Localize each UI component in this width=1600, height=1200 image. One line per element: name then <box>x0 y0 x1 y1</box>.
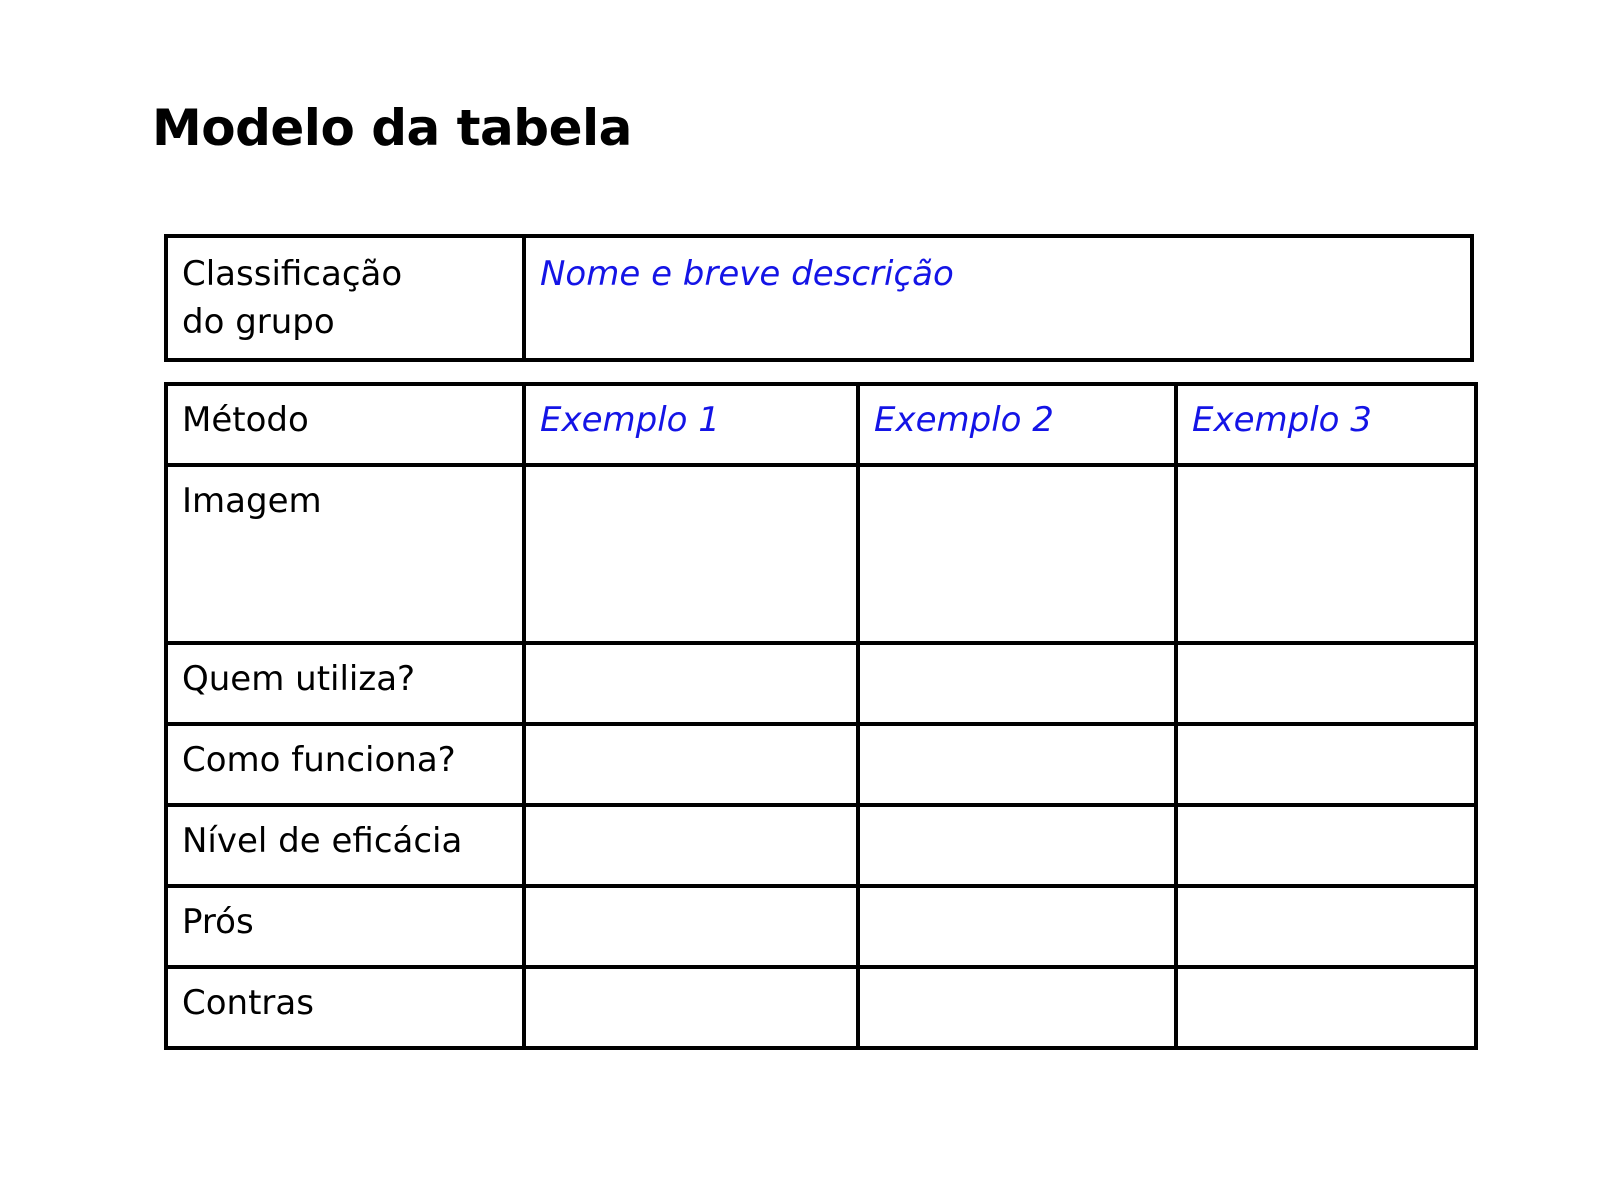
cell-pros-example-3[interactable] <box>1176 886 1476 967</box>
cell-quem-utiliza-example-2[interactable] <box>858 643 1176 724</box>
row-label-como-funciona: Como funciona? <box>166 724 524 805</box>
cell-contras-example-1[interactable] <box>524 967 858 1048</box>
classification-table <box>164 234 1474 362</box>
example-2-header[interactable]: Exemplo 2 <box>858 384 1176 465</box>
cell-como-funciona-example-2[interactable] <box>858 724 1176 805</box>
row-label-pros: Prós <box>166 886 524 967</box>
methods-table <box>164 382 1478 1050</box>
table-row-imagem <box>166 465 1476 643</box>
classification-value-cell[interactable]: Nome e breve descrição <box>524 236 1472 360</box>
table-row-como-funciona <box>166 724 1476 805</box>
cell-imagem-example-2[interactable] <box>858 465 1176 643</box>
table-row-contras <box>166 967 1476 1048</box>
classification-label-line1: Classificação <box>182 254 403 294</box>
method-header-label: Método <box>166 384 524 465</box>
cell-nivel-de-eficacia-example-1[interactable] <box>524 805 858 886</box>
cell-nivel-de-eficacia-example-3[interactable] <box>1176 805 1476 886</box>
cell-como-funciona-example-3[interactable] <box>1176 724 1476 805</box>
cell-imagem-example-1[interactable] <box>524 465 858 643</box>
row-label-quem-utiliza: Quem utiliza? <box>166 643 524 724</box>
row-label-contras: Contras <box>166 967 524 1048</box>
cell-imagem-example-3[interactable] <box>1176 465 1476 643</box>
methods-header-row <box>166 384 1476 465</box>
classification-row <box>166 236 1472 360</box>
row-label-imagem: Imagem <box>166 465 524 643</box>
cell-contras-example-2[interactable] <box>858 967 1176 1048</box>
table-row-quem-utiliza <box>166 643 1476 724</box>
table-row-pros <box>166 886 1476 967</box>
cell-quem-utiliza-example-1[interactable] <box>524 643 858 724</box>
cell-contras-example-3[interactable] <box>1176 967 1476 1048</box>
example-3-header[interactable]: Exemplo 3 <box>1176 384 1476 465</box>
page-title: Modelo da tabela <box>152 99 632 157</box>
cell-nivel-de-eficacia-example-2[interactable] <box>858 805 1176 886</box>
table-row-nivel-de-eficacia <box>166 805 1476 886</box>
cell-pros-example-1[interactable] <box>524 886 858 967</box>
cell-quem-utiliza-example-3[interactable] <box>1176 643 1476 724</box>
cell-como-funciona-example-1[interactable] <box>524 724 858 805</box>
classification-label-cell <box>166 236 524 360</box>
row-label-nivel-de-eficacia: Nível de eficácia <box>166 805 524 886</box>
example-1-header[interactable]: Exemplo 1 <box>524 384 858 465</box>
classification-label-line2: do grupo <box>182 302 335 342</box>
cell-pros-example-2[interactable] <box>858 886 1176 967</box>
